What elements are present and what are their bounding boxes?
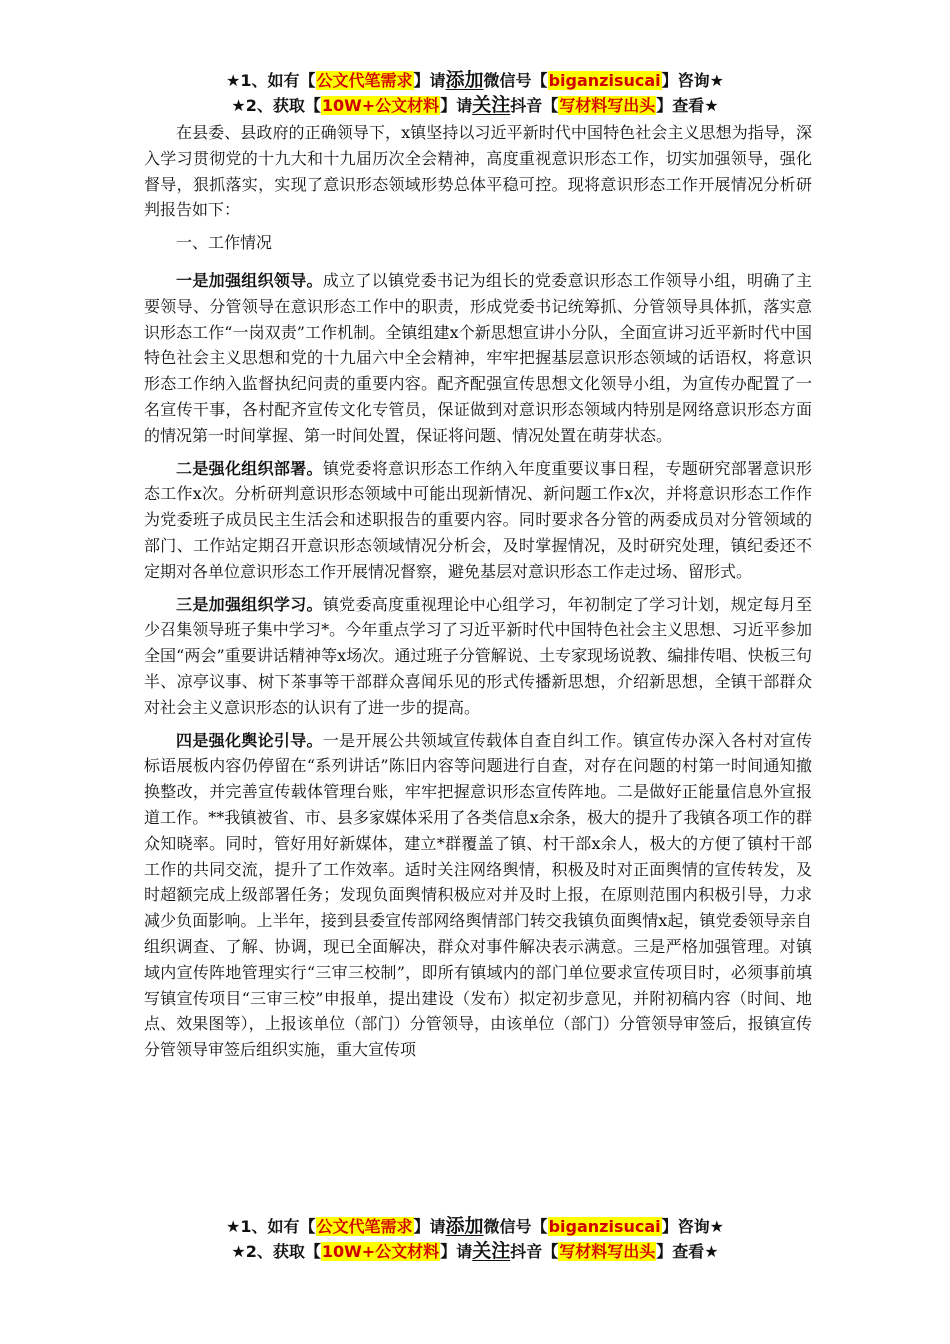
item-paragraph-4 bbox=[144, 728, 812, 1063]
item-paragraph-3 bbox=[144, 592, 812, 721]
item-text: 一是开展公共领域宣传载体自查自纠工作。镇宣传办深入各村对宣传标语展板内容仍停留在“系列讲话”陈旧内容等问题进行自查，对存在问题的村第一时间通知撤换整改，并完善宣传载体管理台账，牢牢把握意识形态宣传阵地。二是做好正能量信息外宣报道工作。**我镇被省、市、县多家媒体采用了各类信息x余条，极大的提升了我镇各项工作的群众知晓率。同时，管好用好新媒体，建立*群覆盖了镇、村干部x余人，极大的方便了镇村干部工作的共同交流，提升了工作效率。适时关注网络舆情，积极及时对正面舆情的宣传转发，及时超额完成上级部署任务；发现负面舆情积极应对并及时上报，在原则范围内积极引导，力求减少负面影响。上半年，接到县委宣传部网络舆情部门转交我镇负面舆情x起，镇党委领导亲自组织调查、了解、协调，现已全面解决，群众对事件解决表示满意。三是严格加强管理。对镇域内宣传阵地管理实行“三审三校制”，即所有镇域内的部门单位要求宣传项目时，必须事前填写镇宣传项目“三审三校”申报单，提出建设（发布）拟定初步意见，并附初稿内容（时间、地点、效果图等），上报该单位（部门）分管领导，由该单位（部门）分管领导审签后，报镇宣传分管领导审签后组织实施，重大宣传项 bbox=[144, 730, 812, 1060]
banner-highlight: biganzisucai bbox=[548, 71, 661, 90]
banner-text: 】咨询★ bbox=[661, 1217, 724, 1236]
item-text: 成立了以镇党委书记为组长的党委意识形态工作领导小组，明确了主要领导、分管领导在意识形态工作中的职责，形成党委书记统筹抓、分管领导具体抓，落实意识形态工作“一岗双责”工作机制。全镇组建x个新思想宣讲小分队，全面宣讲习近平新时代中国特色社会主义思想和党的十九届六中全会精神，牢牢把握基层意识形态领域的话语权，将意识形态工作纳入监督执纪问责的重要内容。配齐配强宣传思想文化领导小组，为宣传办配置了一名宣传干事，各村配齐宣传文化专管员，保证做到对意识形态领域内特别是网络意识形态方面的情况第一时间掌握、第一时间处置，保证将问题、情况处置在萌芽状态。 bbox=[144, 270, 812, 445]
banner-text: 】请 bbox=[413, 71, 446, 90]
item-lead: 一是加强组织领导。 bbox=[176, 270, 323, 290]
banner-underlined-text: 关注 bbox=[472, 1240, 511, 1262]
banner-highlight: 10W+公文材料 bbox=[321, 96, 440, 115]
banner-highlight: biganzisucai bbox=[548, 1217, 661, 1236]
banner-text: ★2、获取【 bbox=[231, 96, 321, 115]
banner-highlight: 10W+公文材料 bbox=[321, 1242, 440, 1261]
banner-highlight: 写材料写出头 bbox=[559, 1242, 656, 1261]
banner-text: 】请 bbox=[440, 96, 473, 115]
banner-text: ★1、如有【 bbox=[226, 71, 316, 90]
item-paragraph-2 bbox=[144, 456, 812, 585]
banner-underlined-text: 添加 bbox=[445, 1215, 484, 1237]
banner-highlight: 公文代笔需求 bbox=[316, 1217, 413, 1236]
section-heading: 一、工作情况 bbox=[176, 233, 273, 253]
item-lead: 四是强化舆论引导。 bbox=[176, 730, 323, 750]
banner-text: 】查看★ bbox=[656, 96, 719, 115]
banner-highlight: 公文代笔需求 bbox=[316, 71, 413, 90]
document-body bbox=[144, 120, 812, 1070]
banner-text: 微信号【 bbox=[483, 71, 548, 90]
item-text: 镇党委高度重视理论中心组学习，年初制定了学习计划，规定每月至少召集领导班子集中学习*。今年重点学习了习近平新时代中国特色社会主义思想、习近平参加全国“两会”重要讲话精神等x场次。通过班子分管解说、土专家现场说教、编排传唱、快板三句半、凉亭议事、树下茶事等干部群众喜闻乐见的形式传播新思想，介绍新思想，全镇干部群众对社会主义意识形态的认识有了进一步的提高。 bbox=[144, 594, 812, 717]
bottom-banner bbox=[0, 1214, 950, 1264]
banner-text: 抖音【 bbox=[510, 96, 559, 115]
banner-underlined-text: 关注 bbox=[472, 94, 511, 116]
banner-text: 抖音【 bbox=[510, 1242, 559, 1261]
banner-line-1 bbox=[0, 1214, 950, 1239]
item-lead: 二是强化组织部署。 bbox=[176, 458, 323, 478]
banner-underlined-text: 添加 bbox=[445, 69, 484, 91]
banner-text: 】请 bbox=[440, 1242, 473, 1261]
item-lead: 三是加强组织学习。 bbox=[176, 594, 323, 614]
banner-text: 】查看★ bbox=[656, 1242, 719, 1261]
banner-text: 】咨询★ bbox=[661, 71, 724, 90]
banner-text: 】请 bbox=[413, 1217, 446, 1236]
banner-text: ★2、获取【 bbox=[231, 1242, 321, 1261]
banner-line-2 bbox=[0, 1239, 950, 1264]
banner-line-1 bbox=[0, 68, 950, 93]
intro-paragraph: 在县委、县政府的正确领导下，x镇坚持以习近平新时代中国特色社会主义思想为指导，深入学习贯彻党的十九大和十九届历次全会精神，高度重视意识形态工作，切实加强领导，强化督导，狠抓落实，实现了意识形态领域形势总体平稳可控。现将意识形态工作开展情况分析研判报告如下： bbox=[144, 123, 812, 220]
banner-line-2 bbox=[0, 93, 950, 118]
item-text: 镇党委将意识形态工作纳入年度重要议事日程，专题研究部署意识形态工作x次。分析研判意识形态领域中可能出现新情况、新问题工作x次，并将意识形态工作作为党委班子成员民主生活会和述职报告的重要内容。同时要求各分管的两委成员对分管领域的部门、工作站定期召开意识形态领域情况分析会，及时掌握情况，及时研究处理，镇纪委还不定期对各单位意识形态工作开展情况督察，避免基层对意识形态工作走过场、留形式。 bbox=[144, 458, 812, 581]
banner-text: ★1、如有【 bbox=[226, 1217, 316, 1236]
banner-highlight: 写材料写出头 bbox=[559, 96, 656, 115]
item-paragraph-1 bbox=[144, 268, 812, 449]
top-banner bbox=[0, 68, 950, 118]
banner-text: 微信号【 bbox=[483, 1217, 548, 1236]
